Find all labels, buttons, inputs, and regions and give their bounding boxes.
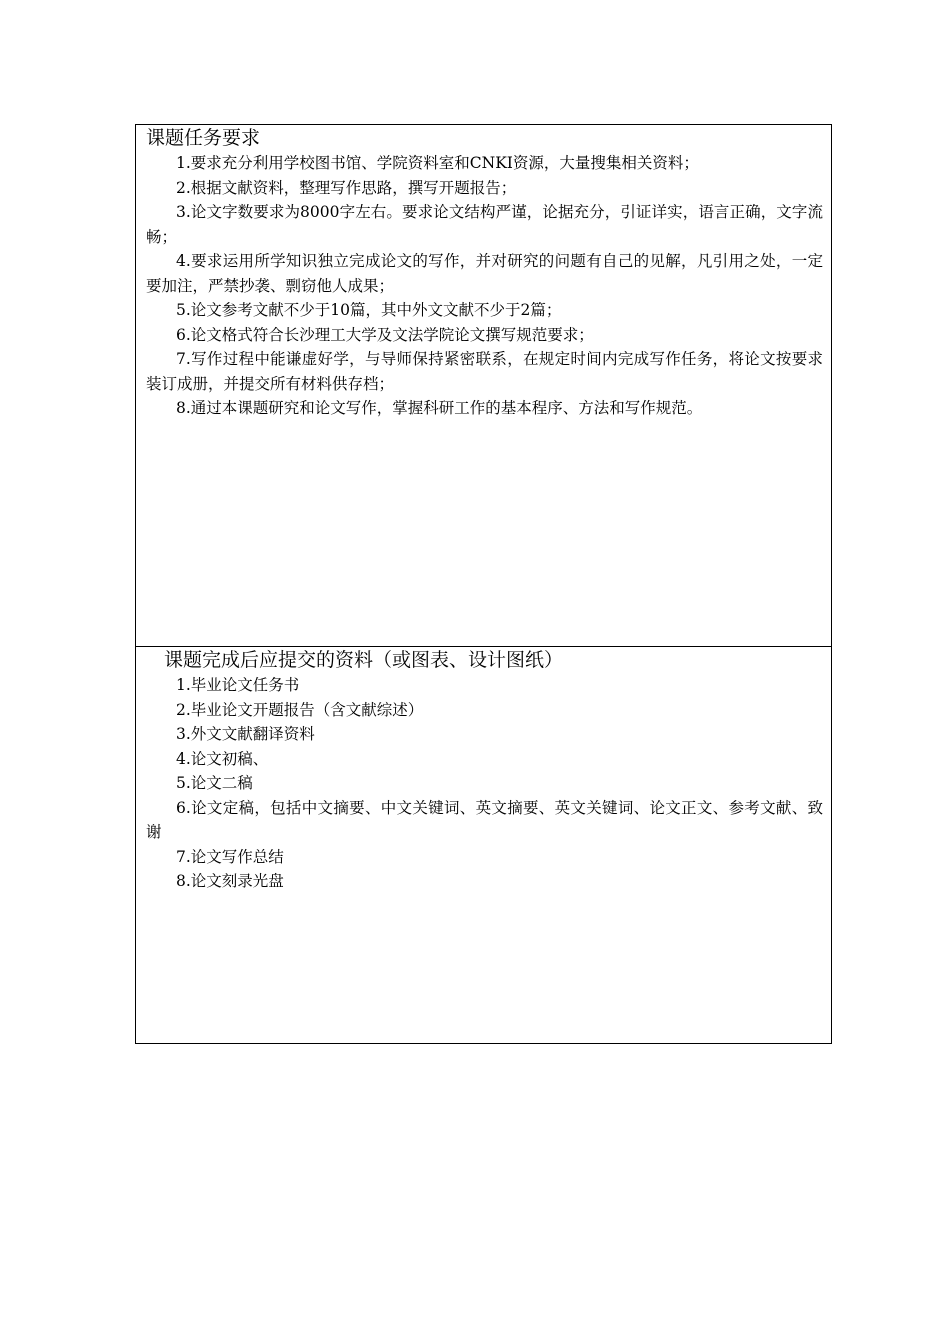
deliverable-item: 3.外文文献翻译资料 <box>176 725 315 743</box>
requirement-item: 3.论文字数要求为8000字左右。要求论文结构严谨，论据充分，引证详实，语言正确，文字流畅； <box>146 203 823 246</box>
requirement-item: 8.通过本课题研究和论文写作，掌握科研工作的基本程序、方法和写作规范。 <box>176 399 703 417</box>
requirement-item: 2.根据文献资料，整理写作思路，撰写开题报告； <box>176 178 517 197</box>
deliverable-item: 4.论文初稿、 <box>176 749 269 768</box>
requirement-item: 6.论文格式符合长沙理工大学及文法学院论文撰写规范要求； <box>176 325 594 344</box>
deliverable-item: 2.毕业论文开题报告（含文献综述） <box>176 700 424 719</box>
task-requirements-section <box>136 125 831 647</box>
deliverables-title: 课题完成后应提交的资料（或图表、设计图纸） <box>164 649 564 671</box>
requirement-item: 1.要求充分利用学校图书馆、学院资料室和CNKI资源，大量搜集相关资料； <box>176 154 699 172</box>
requirement-item: 4.要求运用所学知识独立完成论文的写作，并对研究的问题有自己的见解，凡引用之处，一定要加注，严禁抄袭、剽窃他人成果； <box>146 252 823 295</box>
task-requirements-title: 课题任务要求 <box>146 127 261 149</box>
requirement-item: 7.写作过程中能谦虚好学，与导师保持紧密联系，在规定时间内完成写作任务，将论文按要求装订成册，并提交所有材料供存档； <box>146 350 823 393</box>
deliverable-item: 6.论文定稿，包括中文摘要、中文关键词、英文摘要、英文关键词、论文正文、参考文献、致谢 <box>146 798 823 841</box>
deliverable-item: 5.论文二稿 <box>176 774 253 792</box>
form-table <box>135 124 832 1044</box>
deliverable-item: 1.毕业论文任务书 <box>176 676 300 694</box>
requirement-item: 5.论文参考文献不少于10篇，其中外文文献不少于2篇； <box>176 301 562 319</box>
deliverable-item: 7.论文写作总结 <box>176 847 284 866</box>
deliverable-item: 8.论文刻录光盘 <box>176 872 284 890</box>
deliverables-section <box>136 647 831 1043</box>
